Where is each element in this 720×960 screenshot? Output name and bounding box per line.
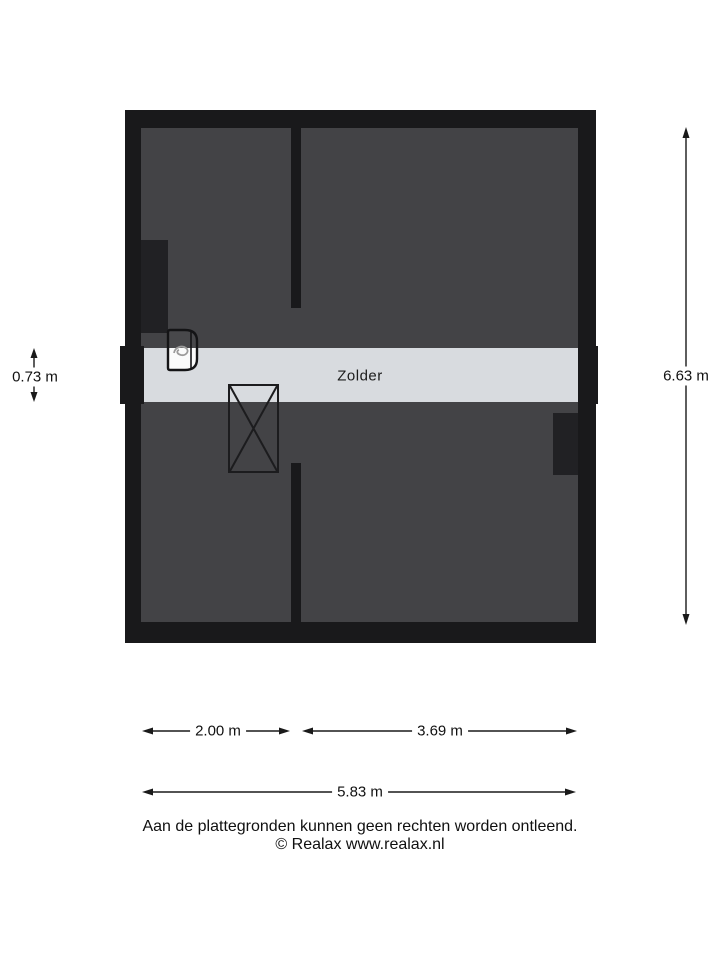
wall-notch-left xyxy=(141,240,168,333)
interior-wall-upper xyxy=(291,128,301,308)
dimension-label-overall-height: 6.63 m xyxy=(658,367,714,386)
wall-notch-right xyxy=(553,413,578,475)
dimension-label-band-height: 0.73 m xyxy=(7,368,63,387)
sink-icon xyxy=(166,328,200,372)
room-label: Zolder xyxy=(337,367,383,385)
interior-wall-lower xyxy=(291,463,301,622)
dimension-label-left-section: 2.00 m xyxy=(190,722,246,741)
footer-copyright: © Realax www.realax.nl xyxy=(275,836,445,853)
footer-disclaimer: Aan de plattegronden kunnen geen rechten worden ontleend. xyxy=(142,818,578,835)
band-wall-left xyxy=(120,346,144,404)
dimension-label-right-section: 3.69 m xyxy=(412,722,468,741)
crossed-box-icon xyxy=(228,384,279,473)
dimension-label-overall-width: 5.83 m xyxy=(332,783,388,802)
band-wall-right xyxy=(578,346,598,404)
